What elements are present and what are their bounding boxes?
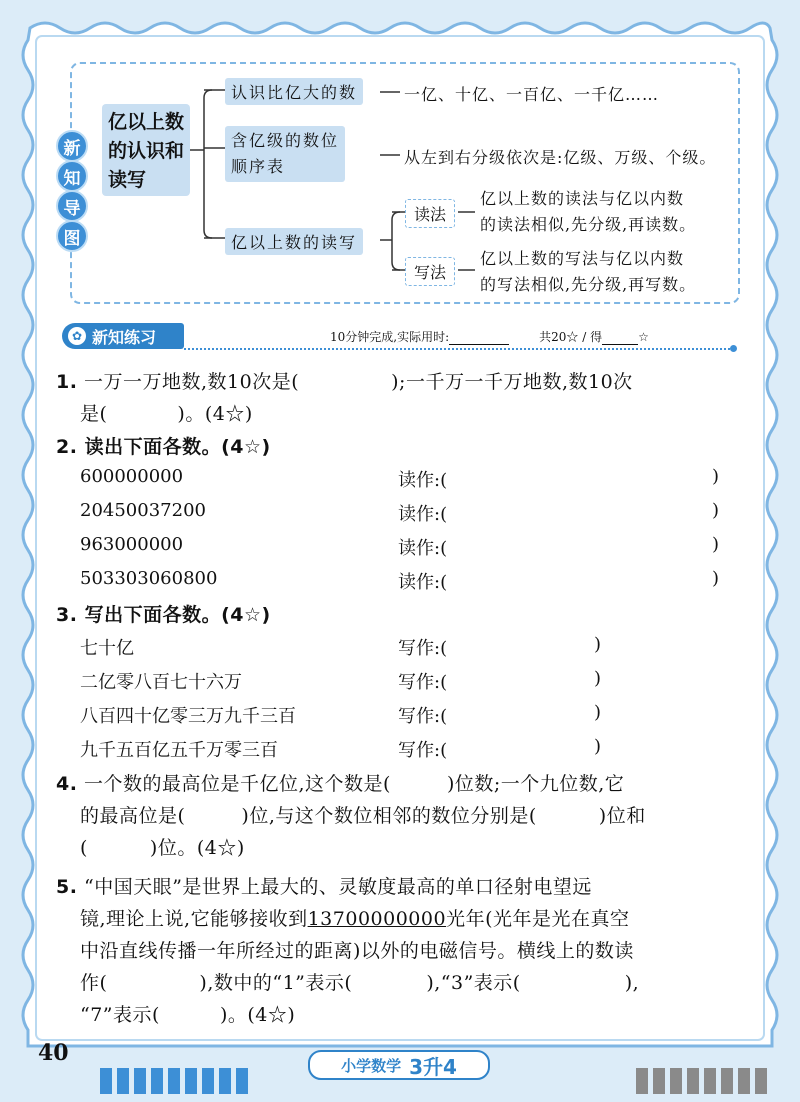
- question-5-line-2: [80, 904, 630, 931]
- close-paren: ): [594, 668, 602, 689]
- question-4-line-3: [80, 833, 245, 860]
- question-text: )位和: [598, 805, 646, 827]
- question-text: 写出下面各数。(4☆): [84, 604, 271, 626]
- q2-number: 20450037200: [80, 500, 206, 521]
- write-as-label: 写作:(: [398, 706, 448, 727]
- flower-icon: ✿: [68, 327, 86, 345]
- mind-map-main-topic: 亿以上数的认识和读写: [102, 104, 190, 196]
- write-as-label: 写作:(: [398, 672, 448, 693]
- leaf-big-numbers: 一亿、十亿、一百亿、一千亿……: [404, 85, 660, 104]
- read-answer-blank[interactable]: [464, 568, 704, 592]
- question-text: (: [80, 837, 88, 859]
- section-header: [62, 323, 184, 349]
- close-paren: ): [712, 466, 720, 487]
- q2-number: 503303060800: [80, 568, 218, 589]
- read-answer-blank[interactable]: [464, 534, 704, 558]
- footer-grade: 3升4: [409, 1054, 457, 1079]
- question-number: 3.: [56, 604, 78, 626]
- read-answer-blank[interactable]: [464, 500, 704, 524]
- write-answer-blank[interactable]: [464, 736, 588, 760]
- q2-number: 963000000: [80, 534, 184, 555]
- underlined-number: 13700000000: [307, 908, 447, 930]
- question-text: “7”表示(: [80, 1004, 160, 1026]
- footer-subject: 小学数学: [341, 1056, 402, 1075]
- question-text: )位数;一个九位数,它: [446, 773, 625, 795]
- question-number: 1.: [56, 371, 78, 393]
- section-divider: [184, 348, 734, 350]
- leaf-place-value-order: 从左到右分级依次是:亿级、万级、个级。: [404, 148, 717, 167]
- section-title: 新知练习: [92, 327, 157, 347]
- question-3-title: [56, 600, 271, 627]
- question-4-line-1: [56, 769, 624, 796]
- branch-big-numbers: 认识比亿大的数: [225, 78, 363, 105]
- question-text: 一万一万地数,数10次是(: [84, 371, 300, 393]
- q3-chinese-number: 八百四十亿零三万九千三百: [80, 706, 296, 727]
- close-paren: ): [712, 534, 720, 555]
- star-suffix: ☆: [638, 330, 649, 344]
- write-as-label: 写作:(: [398, 740, 448, 761]
- read-as-label: 读作:(: [398, 538, 448, 559]
- q3-chinese-number: 九千五百亿五千万零三百: [80, 740, 278, 761]
- question-4-line-2: [80, 801, 646, 828]
- question-number: 2.: [56, 436, 78, 458]
- read-as-label: 读作:(: [398, 572, 448, 593]
- time-used-blank[interactable]: [449, 344, 509, 345]
- read-method-label: 读法: [405, 199, 455, 228]
- text-line: 亿以上数的读法与亿以内数: [480, 189, 685, 208]
- write-answer-blank[interactable]: [464, 634, 588, 658]
- question-text: 是(: [80, 403, 108, 425]
- timing-line: [330, 328, 649, 345]
- question-text: 一个数的最高位是千亿位,这个数是(: [84, 773, 391, 795]
- branch-read-write: 亿以上数的读写: [225, 228, 363, 255]
- text-line: 亿以上数的写法与亿以内数: [480, 249, 685, 268]
- question-text: 读出下面各数。(4☆): [84, 436, 271, 458]
- question-1-line-2: [80, 399, 253, 426]
- text-line: 的写法相似,先分级,再写数。: [480, 275, 697, 294]
- question-5-line-3: 中沿直线传播一年所经过的距离)以外的电磁信号。横线上的数读: [80, 940, 634, 962]
- branch-line: 含亿级的数位: [231, 131, 340, 150]
- read-method-text: [480, 186, 696, 238]
- question-text: 作(: [80, 972, 108, 994]
- question-text: 光年(光年是光在真空: [446, 908, 630, 930]
- write-method-label: 写法: [405, 257, 455, 286]
- score-total: 共20☆ / 得: [539, 330, 603, 344]
- footer-badge: [308, 1050, 490, 1080]
- q2-number: 600000000: [80, 466, 184, 487]
- question-number: 4.: [56, 773, 78, 795]
- question-text: )位。(4☆): [149, 837, 245, 859]
- text-line: 的读法相似,先分级,再读数。: [480, 215, 697, 234]
- write-as-label: 写作:(: [398, 638, 448, 659]
- read-as-label: 读作:(: [398, 504, 448, 525]
- question-5-line-1: [56, 872, 592, 899]
- question-text: ),“3”表示(: [426, 972, 521, 994]
- write-method-text: [480, 246, 696, 298]
- close-paren: ): [594, 736, 602, 757]
- divider-dot: [730, 345, 737, 352]
- branch-line: 顺序表: [231, 157, 286, 176]
- question-text: “中国天眼”是世界上最大的、灵敏度最高的单口径射电望远: [84, 876, 592, 898]
- page-number: 40: [38, 1040, 69, 1066]
- question-5-line-4: [80, 968, 639, 995]
- question-text: )。(4☆): [177, 403, 253, 425]
- question-number: 5.: [56, 876, 78, 898]
- badge-char: 新: [56, 130, 88, 162]
- score-blank[interactable]: [602, 344, 638, 345]
- read-answer-blank[interactable]: [464, 466, 704, 490]
- question-text: ),数中的“1”表示(: [199, 972, 353, 994]
- read-as-label: 读作:(: [398, 470, 448, 491]
- question-text: 的最高位是(: [80, 805, 186, 827]
- q3-chinese-number: 七十亿: [80, 638, 134, 659]
- badge-char: 知: [56, 160, 88, 192]
- write-answer-blank[interactable]: [464, 668, 588, 692]
- footer-stripes-left: [100, 1068, 248, 1094]
- footer-stripes-right: [636, 1068, 767, 1094]
- question-text: ),: [624, 972, 640, 994]
- question-text: )位,与这个数位相邻的数位分别是(: [241, 805, 537, 827]
- timing-prefix: 10分钟完成,实际用时:: [330, 330, 450, 344]
- question-1-line-1: [56, 367, 633, 394]
- question-2-title: [56, 432, 271, 459]
- close-paren: ): [594, 702, 602, 723]
- close-paren: ): [594, 634, 602, 655]
- question-text: )。(4☆): [219, 1004, 296, 1026]
- question-text: 镜,理论上说,它能够接收到: [80, 908, 308, 930]
- badge-char: 图: [56, 220, 88, 252]
- badge-char: 导: [56, 190, 88, 222]
- write-answer-blank[interactable]: [464, 702, 588, 726]
- close-paren: ): [712, 500, 720, 521]
- branch-place-value-table: [225, 126, 345, 182]
- q3-chinese-number: 二亿零八百七十六万: [80, 672, 242, 693]
- question-5-line-5: [80, 1000, 295, 1027]
- close-paren: ): [712, 568, 720, 589]
- question-text: );一千万一千万地数,数10次: [391, 371, 633, 393]
